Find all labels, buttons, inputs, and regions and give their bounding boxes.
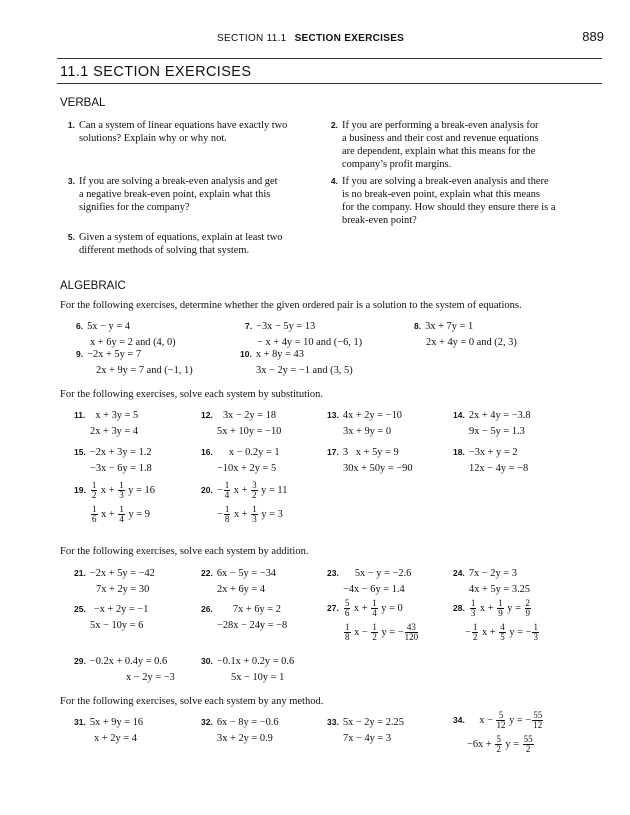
equation-line: −2x + 5y = 7 bbox=[87, 349, 142, 360]
equation-line: x + 2y = 4 bbox=[94, 733, 137, 744]
header-section-title: SECTION EXERCISES bbox=[294, 33, 405, 44]
exercise-number: 30. bbox=[201, 656, 213, 666]
equation-line: 5x + 10y = −10 bbox=[217, 426, 282, 437]
exercise-8 bbox=[414, 318, 517, 351]
text-line: Given a system of equations, explain at least two bbox=[79, 232, 283, 243]
equation-line: −2x + 3y = 1.2 bbox=[89, 447, 152, 458]
fraction: $\frac{1}{6}$ bbox=[92, 504, 97, 525]
fraction: $\frac{1}{2}$ bbox=[372, 622, 377, 643]
equation-line: 12x − 4y = −8 bbox=[469, 463, 529, 474]
fraction: $\frac{55}{2}$ bbox=[523, 734, 533, 755]
text-line: signifies for the company? bbox=[79, 202, 190, 213]
equation-line: −10x + 2y = 5 bbox=[217, 463, 277, 474]
exercise-number: 26. bbox=[201, 604, 213, 614]
equation-line: x + 6y = 2 and (4, 0) bbox=[90, 337, 176, 348]
fraction: $\frac{1}{2}$ bbox=[472, 622, 478, 643]
exercise-26 bbox=[201, 601, 287, 634]
equation-line: 2x + 6y = 4 bbox=[217, 584, 266, 595]
title-rule bbox=[57, 83, 602, 84]
text-line: solutions? Explain why or why not. bbox=[79, 133, 227, 144]
equation-line: 7x + 2y = 30 bbox=[96, 584, 150, 595]
equation-line: x − 0.2y = 1 bbox=[228, 447, 280, 458]
equation-line: 6x − 8y = −0.6 bbox=[216, 717, 279, 728]
equation-line: 7x − 4y = 3 bbox=[343, 733, 392, 744]
exercise-number: 31. bbox=[74, 717, 86, 727]
exercise-15 bbox=[74, 444, 152, 477]
fraction: $\frac{1}{8}$ bbox=[224, 504, 230, 525]
header-rule bbox=[57, 58, 602, 59]
equation-line: 4x + 5y = 3.25 bbox=[469, 584, 531, 595]
equation-line: 3x + 2y = 0.9 bbox=[217, 733, 273, 744]
exercise-29 bbox=[74, 653, 175, 686]
exercise-number: 24. bbox=[453, 568, 465, 578]
exercise-number: 19. bbox=[74, 485, 86, 495]
text-line: If you are performing a break-even analysis for bbox=[342, 120, 539, 131]
exercise-1 bbox=[63, 119, 287, 145]
exercise-number: 17. bbox=[327, 447, 339, 457]
exercise-number: 16. bbox=[201, 447, 213, 457]
equation-line: −0.2x + 0.4y = 0.6 bbox=[89, 656, 168, 667]
exercise-22 bbox=[201, 565, 276, 598]
exercise-number: 12. bbox=[201, 410, 213, 420]
exercise-number: 5. bbox=[67, 232, 75, 242]
fraction: $\frac{5}{6}$ bbox=[344, 598, 350, 619]
equation-line: −28x − 24y = −8 bbox=[217, 620, 288, 631]
equation-line: −0.1x + 0.2y = 0.6 bbox=[216, 656, 295, 667]
exercise-13 bbox=[327, 407, 402, 440]
equation-line: 6x − 5y = −34 bbox=[216, 568, 276, 579]
exercise-25 bbox=[74, 601, 148, 634]
fraction: $\frac{43}{120}$ bbox=[404, 622, 419, 643]
exercise-9 bbox=[76, 346, 193, 379]
exercise-number: 13. bbox=[327, 410, 339, 420]
section-title: 11.1 SECTION EXERCISES bbox=[60, 64, 252, 80]
equation-line: 9x − 5y = 1.3 bbox=[469, 426, 525, 437]
exercise-number: 25. bbox=[74, 604, 86, 614]
fraction: $\frac{55}{12}$ bbox=[533, 710, 543, 731]
equation-line: 3x + 7y = 1 bbox=[425, 321, 474, 332]
exercise-14 bbox=[453, 407, 531, 440]
exercise-32 bbox=[201, 714, 279, 747]
text-line: are dependent, explain what this means for the bbox=[342, 146, 536, 157]
exercise-number: 6. bbox=[76, 321, 84, 331]
exercise-number: 8. bbox=[414, 321, 422, 331]
equation-line: −3x − 5y = 13 bbox=[256, 321, 316, 332]
fraction: $\frac{1}{3}$ bbox=[470, 598, 476, 619]
exercise-5 bbox=[63, 231, 282, 257]
exercise-number: 15. bbox=[74, 447, 86, 457]
fraction: $\frac{4}{5}$ bbox=[500, 622, 505, 643]
equation-line: x + 3y = 5 bbox=[95, 410, 139, 421]
text-line: If you are solving a break-even analysis and there bbox=[342, 176, 549, 187]
exercise-number: 32. bbox=[201, 717, 213, 727]
equation-line: 5x − 10y = 1 bbox=[231, 672, 285, 683]
fraction: $\frac{2}{9}$ bbox=[525, 598, 531, 619]
exercise-number: 34. bbox=[453, 715, 465, 725]
equation-line: 5x + 9y = 16 bbox=[89, 717, 144, 728]
fraction: $\frac{1}{3}$ bbox=[533, 622, 538, 643]
exercise-number: 3. bbox=[67, 176, 75, 186]
exercise-number: 9. bbox=[76, 349, 84, 359]
exercise-number: 20. bbox=[201, 485, 213, 495]
equation-line: −3x + y = 2 bbox=[468, 447, 518, 458]
running-header bbox=[217, 33, 404, 44]
equation-line: x + 8y = 43 bbox=[255, 349, 304, 360]
exercise-3 bbox=[63, 175, 278, 214]
exercise-number: 22. bbox=[201, 568, 213, 578]
exercise-18 bbox=[453, 444, 528, 477]
exercise-12 bbox=[201, 407, 281, 440]
exercise-number: 21. bbox=[74, 568, 86, 578]
equation-line: − x + 4y = 10 and (−6, 1) bbox=[257, 337, 363, 348]
exercise-17 bbox=[327, 444, 413, 477]
equation-line: 7x + 6y = 2 bbox=[232, 604, 281, 615]
fraction: $\frac{1}{4}$ bbox=[372, 598, 377, 619]
text-line: a business and their cost and revenue equations bbox=[342, 133, 539, 144]
exercise-number: 1. bbox=[67, 120, 75, 130]
text-line: If you are solving a break-even analysis and get bbox=[79, 176, 278, 187]
equation-line: 5x − y = 4 bbox=[87, 321, 130, 332]
exercise-number: 33. bbox=[327, 717, 339, 727]
equation-line: 2x + 3y = 4 bbox=[90, 426, 139, 437]
text-line: company’s profit margins. bbox=[342, 159, 452, 170]
equation-line: 7x − 2y = 3 bbox=[468, 568, 517, 579]
equation-line: −4x − 6y = 1.4 bbox=[343, 584, 405, 595]
fraction: $\frac{5}{2}$ bbox=[496, 734, 501, 755]
exercise-11 bbox=[74, 407, 138, 440]
equation-line: 2x + 4y = 0 and (2, 3) bbox=[426, 337, 517, 348]
equation-line: −2x + 5y = −42 bbox=[89, 568, 155, 579]
exercise-27: 27. $\frac{5}{6}$ x + $\frac{1}{4}$ y = 0 $\frac{1}{8}$ x − $\frac{1}{2}$ y = − $\frac{43}{120}$ bbox=[327, 596, 419, 645]
equation-line: 3x − 2y = −1 and (3, 5) bbox=[256, 365, 353, 376]
exercise-number: 2. bbox=[330, 120, 338, 130]
exercise-24 bbox=[453, 565, 530, 598]
exercise-number: 18. bbox=[453, 447, 465, 457]
exercise-2 bbox=[326, 119, 539, 171]
exercise-34: 34. x − $\frac{5}{12}$ y = − $\frac{55}{12}$ −6x + $\frac{5}{2}$ y = $\frac{55}{2}$ bbox=[453, 708, 544, 757]
exercise-4 bbox=[326, 175, 555, 227]
instructions-ordered-pair: For the following exercises, determine whether the given ordered pair is a solution to the system of equations. bbox=[60, 300, 522, 311]
page-number: 889 bbox=[582, 29, 604, 44]
equation-line: 5x − 10y = 6 bbox=[90, 620, 144, 631]
exercise-28: 28. $\frac{1}{3}$ x + $\frac{1}{9}$ y = $\frac{2}{9}$ − $\frac{1}{2}$ x + $\frac{4}{5}$ y = − $\frac{1}{3}$ bbox=[453, 596, 540, 645]
equation-line: −x + 2y = −1 bbox=[93, 604, 149, 615]
instructions-substitution: For the following exercises, solve each system by substitution. bbox=[60, 389, 324, 400]
algebraic-heading: ALGEBRAIC bbox=[60, 280, 126, 292]
exercise-16 bbox=[201, 444, 280, 477]
fraction: $\frac{3}{2}$ bbox=[252, 480, 257, 501]
header-section: SECTION 11.1 bbox=[217, 33, 287, 44]
equation-line: −3x − 6y = 1.8 bbox=[90, 463, 152, 474]
exercise-number: 7. bbox=[245, 321, 253, 331]
fraction: $\frac{5}{12}$ bbox=[496, 710, 506, 731]
verbal-heading: VERBAL bbox=[60, 97, 106, 109]
fraction: $\frac{1}{9}$ bbox=[498, 598, 503, 619]
fraction: $\frac{1}{2}$ bbox=[91, 480, 97, 501]
text-line: break-even point? bbox=[342, 215, 417, 226]
equation-line: 3x + 9y = 0 bbox=[343, 426, 392, 437]
exercise-number: 10. bbox=[240, 349, 252, 359]
exercise-19: 19. $\frac{1}{2}$ x + $\frac{1}{3}$ y = 16 $\frac{1}{6}$ x + $\frac{1}{4}$ y = 9 bbox=[74, 478, 155, 527]
fraction: $\frac{1}{3}$ bbox=[119, 480, 124, 501]
fraction: $\frac{1}{4}$ bbox=[119, 504, 124, 525]
exercise-10 bbox=[240, 346, 353, 379]
exercise-number: 27. bbox=[327, 603, 339, 613]
equation-line: 3x − 2y = 18 bbox=[222, 410, 277, 421]
text-line: Can a system of linear equations have exactly two bbox=[79, 120, 288, 131]
exercise-20: 20. − $\frac{1}{4}$ x + $\frac{3}{2}$ y = 11 − $\frac{1}{8}$ x + $\frac{1}{3}$ y = 3 bbox=[201, 478, 287, 527]
equation-line: x − 2y = −3 bbox=[126, 672, 175, 683]
exercise-31 bbox=[74, 714, 143, 747]
equation-line: 2x + 9y = 7 and (−1, 1) bbox=[96, 365, 193, 376]
text-line: a negative break-even point, explain what this bbox=[79, 189, 271, 200]
exercise-number: 23. bbox=[327, 568, 339, 578]
exercise-number: 11. bbox=[74, 410, 86, 420]
text-line: for the company. How should they ensure there is a bbox=[342, 202, 556, 213]
text-line: different methods of solving that system. bbox=[79, 245, 250, 256]
exercise-21 bbox=[74, 565, 155, 598]
equation-line: 4x + 2y = −10 bbox=[342, 410, 402, 421]
exercise-30 bbox=[201, 653, 294, 686]
equation-line: 30x + 50y = −90 bbox=[343, 463, 413, 474]
equation-line: 3 x + 5y = 9 bbox=[342, 447, 399, 458]
text-line: is no break-even point, explain what this means bbox=[342, 189, 540, 200]
exercise-33 bbox=[327, 714, 404, 747]
exercise-number: 29. bbox=[74, 656, 86, 666]
equation-line: 5x − 2y = 2.25 bbox=[342, 717, 404, 728]
fraction: $\frac{1}{8}$ bbox=[345, 622, 350, 643]
exercise-number: 28. bbox=[453, 603, 465, 613]
fraction: $\frac{1}{4}$ bbox=[224, 480, 230, 501]
exercise-number: 4. bbox=[330, 176, 338, 186]
instructions-addition: For the following exercises, solve each system by addition. bbox=[60, 546, 309, 557]
equation-line: 2x + 4y = −3.8 bbox=[468, 410, 531, 421]
exercise-number: 14. bbox=[453, 410, 465, 420]
instructions-any-method: For the following exercises, solve each system by any method. bbox=[60, 696, 324, 707]
exercise-23 bbox=[327, 565, 411, 598]
fraction: $\frac{1}{3}$ bbox=[252, 504, 257, 525]
equation-line: 5x − y = −2.6 bbox=[354, 568, 412, 579]
